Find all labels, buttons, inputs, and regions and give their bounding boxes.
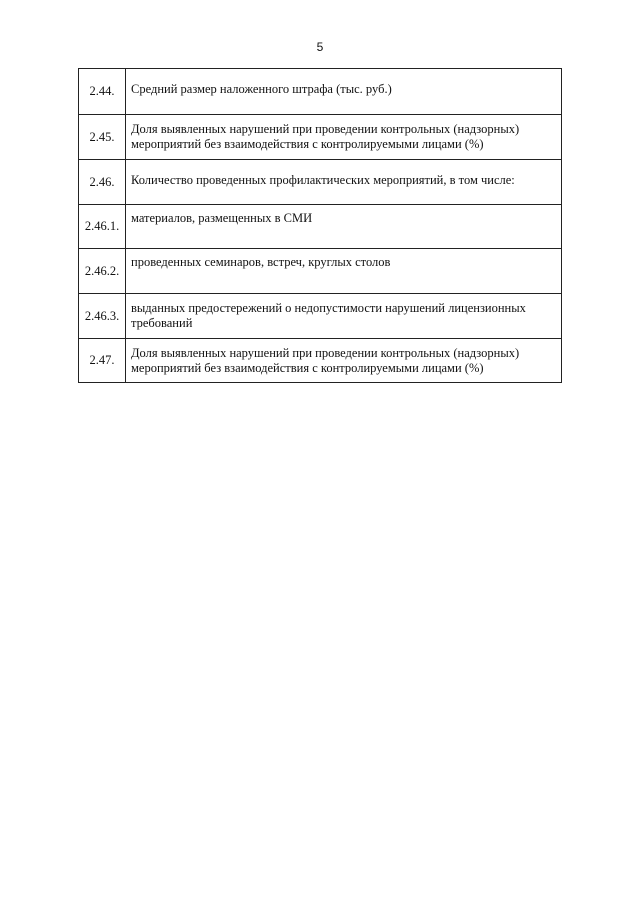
- page-number: 5: [316, 40, 324, 54]
- row-number: 2.44.: [79, 69, 126, 115]
- row-text: Средний размер наложенного штрафа (тыс. руб.): [126, 69, 562, 115]
- table-row: [79, 69, 562, 115]
- row-number: 2.46.3.: [79, 294, 126, 339]
- table-row: [79, 249, 562, 294]
- table-row: [79, 339, 562, 383]
- row-number: 2.46.: [79, 160, 126, 205]
- row-text: проведенных семинаров, встреч, круглых столов: [126, 249, 562, 294]
- table-row: [79, 160, 562, 205]
- table-row: [79, 115, 562, 160]
- row-number: 2.45.: [79, 115, 126, 160]
- row-number: 2.46.1.: [79, 205, 126, 249]
- row-text: Количество проведенных профилактических мероприятий, в том числе:: [126, 160, 562, 205]
- row-text: Доля выявленных нарушений при проведении контрольных (надзорных) мероприятий без взаимодействия с контролируемыми лицами (%): [126, 339, 562, 383]
- row-text: Доля выявленных нарушений при проведении контрольных (надзорных) мероприятий без взаимодействия с контролируемыми лицами (%): [126, 115, 562, 160]
- row-text: материалов, размещенных в СМИ: [126, 205, 562, 249]
- table-row: [79, 205, 562, 249]
- indicators-table: [78, 68, 562, 383]
- row-text: выданных предостережений о недопустимости нарушений лицензионных требований: [126, 294, 562, 339]
- row-number: 2.47.: [79, 339, 126, 383]
- row-number: 2.46.2.: [79, 249, 126, 294]
- table-row: [79, 294, 562, 339]
